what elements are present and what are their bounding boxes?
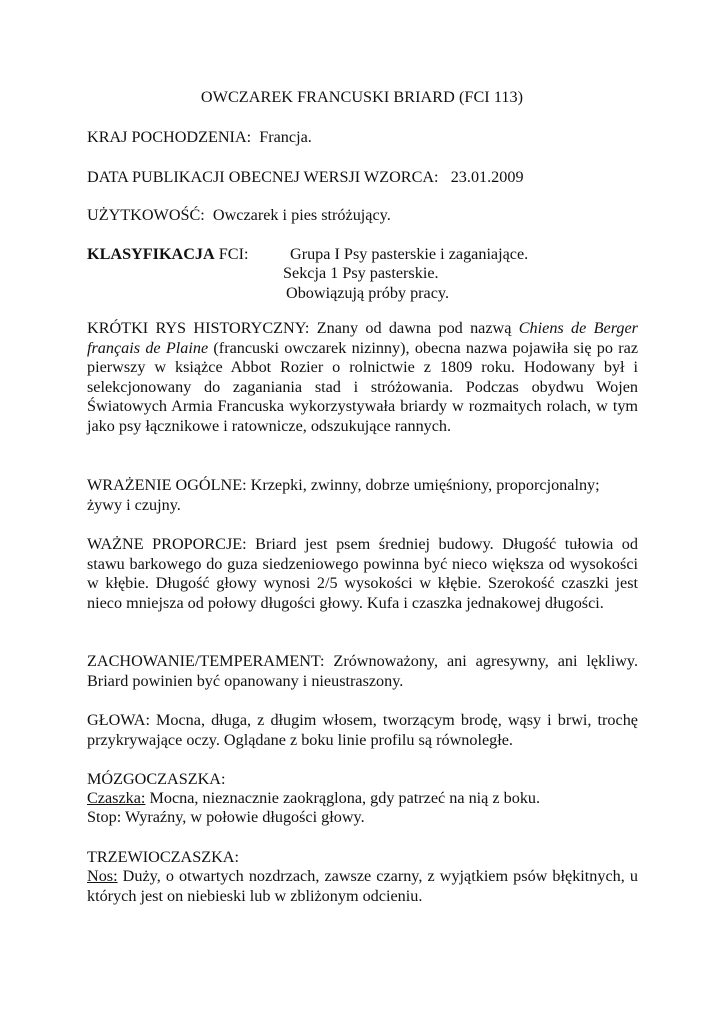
nos-text: Duży, o otwartych nozdrzach, zawsze czarny, z wyjątkiem psów błękitnych, u których jest on niebieski lub w zbliżonym odcieniu. bbox=[87, 867, 638, 905]
kraj-pochodzenia bbox=[87, 128, 312, 148]
data-publikacji-label: DATA PUBLIKACJI OBECNEJ WERSJI WZORCA: bbox=[87, 168, 439, 186]
trzewioczaszka-heading: TRZEWIOCZASZKA: bbox=[87, 848, 239, 866]
czaszka-label: Czaszka: bbox=[87, 789, 146, 807]
uzytkowosc-value: Owczarek i pies stróżujący. bbox=[212, 206, 391, 224]
klasyfikacja-label-bold: KLASYFIKACJA bbox=[87, 245, 215, 263]
kraj-label: KRAJ POCHODZENIA: bbox=[87, 128, 252, 146]
document-title: OWCZAREK FRANCUSKI BRIARD (FCI 113) bbox=[200, 88, 524, 106]
klasyfikacja-proby: Obowiązują próby pracy. bbox=[286, 284, 450, 302]
czaszka-text: Mocna, nieznacznie zaokrąglona, gdy patrzeć na nią z boku. bbox=[145, 789, 541, 807]
kraj-value: Francja. bbox=[259, 128, 312, 146]
zachowanie-paragraph: ZACHOWANIE/TEMPERAMENT: Zrównoważony, ani agresywny, ani lękliwy. Briard powinien być opanowany i nieustraszony. bbox=[87, 652, 638, 690]
proporcje-paragraph: WAŻNE PROPORCJE: Briard jest psem średniej budowy. Długość tułowia od stawu barkowego do guza siedzeniowego powinna być nieco większa od wysokości w kłębie. Długość głowy wynosi 2/5 wysokości w kłębie. Szerokość czaszki jest nieco mniejsza od połowy długości głowy. Kufa i czaszka jednakowej długości. bbox=[87, 535, 638, 612]
stop-line: Stop: Wyraźny, w połowie długości głowy. bbox=[87, 808, 365, 826]
czaszka-line bbox=[87, 789, 540, 809]
klasyfikacja-grupa: Grupa I Psy pasterskie i zaganiające. bbox=[290, 245, 529, 263]
mozgoczaszka-heading: MÓZGOCZASZKA: bbox=[87, 770, 226, 788]
data-publikacji bbox=[87, 168, 524, 188]
glowa-paragraph: GŁOWA: Mocna, długa, z długim włosem, tworzącym brodę, wąsy i brwi, trochę przykrywające oczy. Oglądane z boku linie profilu są równoległe. bbox=[87, 711, 638, 749]
klasyfikacja-sekcja: Sekcja 1 Psy pasterskie. bbox=[283, 264, 439, 282]
nos-paragraph bbox=[87, 867, 638, 906]
historia-text: (francuski owczarek nizinny), obecna nazwa pojawiła się po raz pierwszy w książce Abbot Rozier o rolnictwie z 1809 roku. Hodowany był i selekcjonowany do zaganiania stad i stróżowania. Podczas obydwu Wojen Światowych Armia Francuska wykorzystywała briardy w rozmaitych rolach, w tym jako psy łącznikowe i ratownicze, odszukujące rannych. bbox=[87, 338, 639, 435]
uzytkowosc bbox=[87, 206, 391, 226]
wrazenie-line-2: żywy i czujny. bbox=[87, 496, 181, 514]
data-publikacji-value: 23.01.2009 bbox=[450, 168, 524, 186]
klasyfikacja-label bbox=[87, 245, 248, 265]
nos-label: Nos: bbox=[87, 867, 118, 885]
klasyfikacja-label-fci: FCI: bbox=[218, 245, 249, 263]
historia-paragraph bbox=[87, 319, 638, 437]
historia-lead: KRÓTKI RYS HISTORYCZNY: Znany od dawna pod nazwą bbox=[87, 319, 519, 337]
historia-italic-name: Chiens de Berger français de Plaine bbox=[87, 319, 638, 357]
wrazenie-line-1: WRAŻENIE OGÓLNE: Krzepki, zwinny, dobrze umięśniony, proporcjonalny; bbox=[87, 476, 600, 494]
uzytkowosc-label: UŻYTKOWOŚĆ: bbox=[87, 206, 205, 224]
